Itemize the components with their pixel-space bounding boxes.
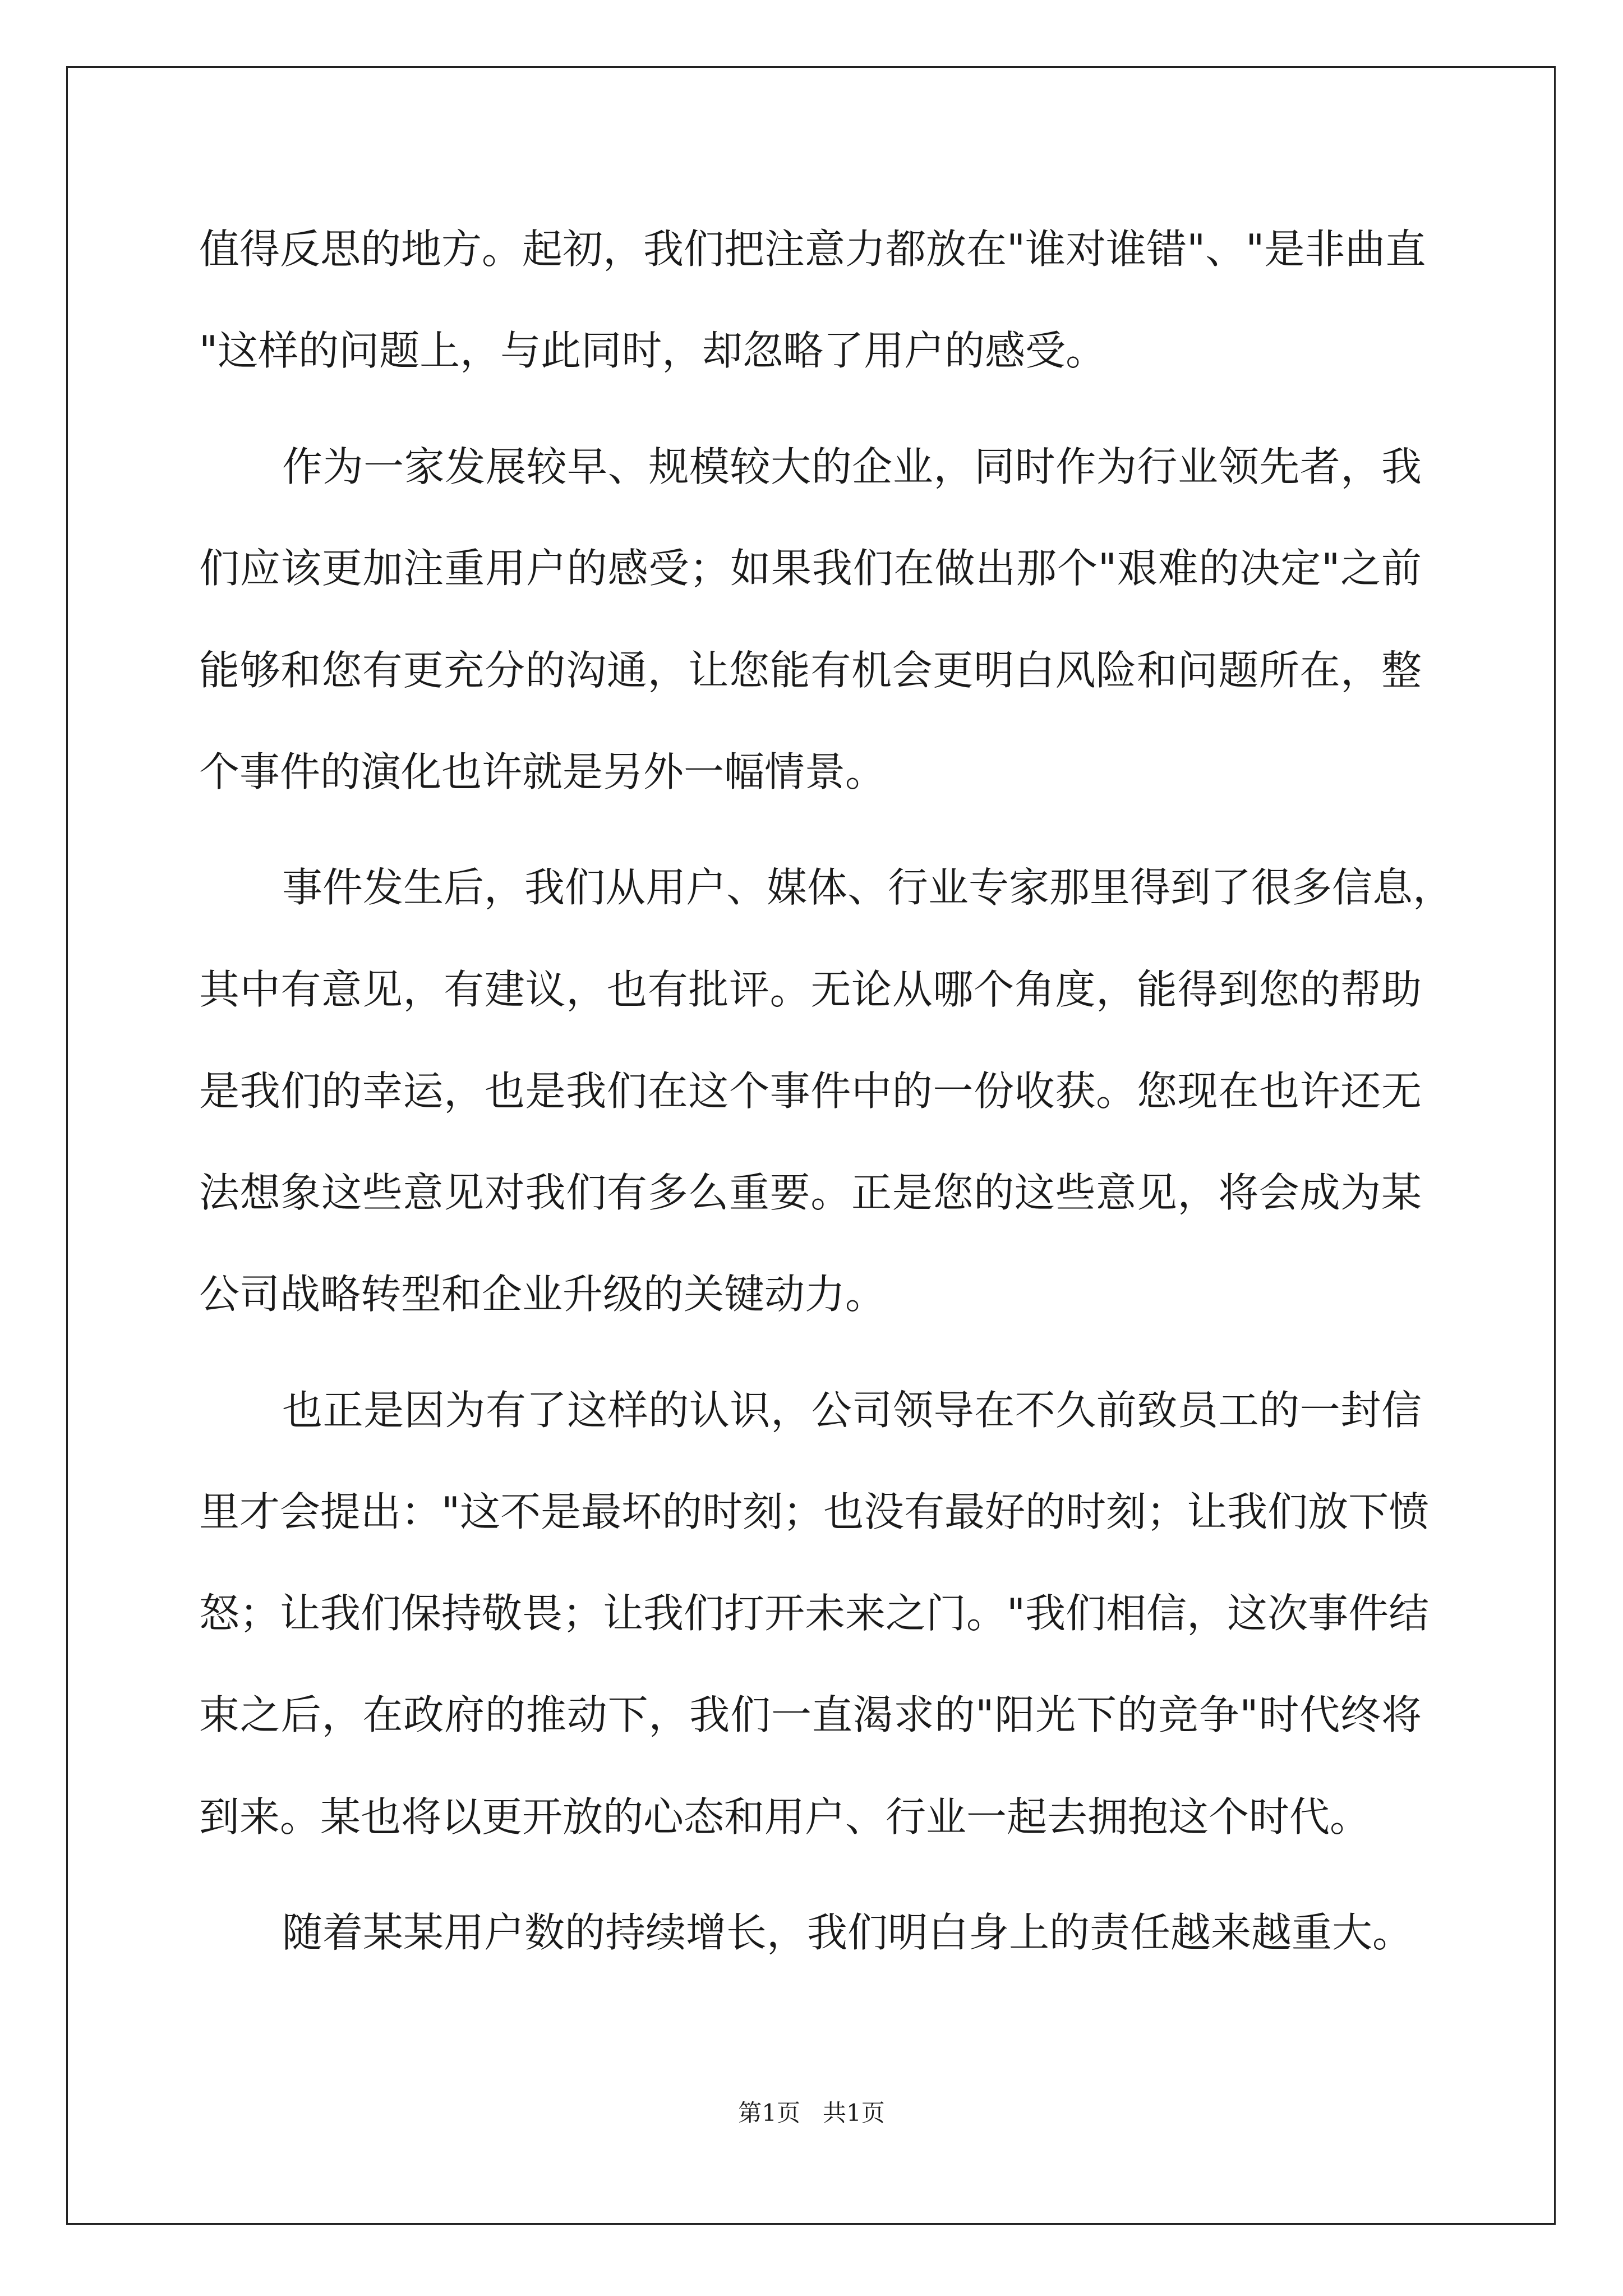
text-line: 也正是因为有了这样的认识，公司领导在不久前致员工的一封信 — [282, 1387, 1422, 1434]
text-line: 事件发生后，我们从用户、媒体、行业专家那里得到了很多信息， — [282, 864, 1454, 911]
text-line: 到来。某也将以更开放的心态和用户、行业一起去拥抱这个时代。 — [199, 1793, 1371, 1841]
text-line: 里才会提出："这不是最坏的时刻；也没有最好的时刻；让我们放下愤 — [199, 1488, 1430, 1535]
text-line: 是我们的幸运，也是我们在这个事件中的一份收获。您现在也许还无 — [199, 1068, 1422, 1115]
page-footer: 第1页 共1页 — [738, 2099, 885, 2127]
text-line: 个事件的演化也许就是另外一幅情景。 — [199, 748, 886, 795]
text-line: 作为一家发展较早、规模较大的企业，同时作为行业领先者，我 — [282, 443, 1422, 490]
text-line: 怒；让我们保持敬畏；让我们打开未来之门。"我们相信，这次事件结 — [199, 1590, 1430, 1637]
text-line: 值得反思的地方。起初，我们把注意力都放在"谁对谁错"、"是非曲直 — [199, 226, 1426, 273]
text-line: 其中有意见，有建议，也有批评。无论从哪个角度，能得到您的帮助 — [199, 966, 1422, 1013]
text-line: 法想象这些意见对我们有多么重要。正是您的这些意见，将会成为某 — [199, 1169, 1422, 1216]
text-line: 们应该更加注重用户的感受；如果我们在做出那个"艰难的决定"之前 — [199, 545, 1422, 592]
text-line: 随着某某用户数的持续增长，我们明白身上的责任越来越重大。 — [282, 1909, 1413, 1956]
text-line: 公司战略转型和企业升级的关键动力。 — [199, 1271, 886, 1318]
text-line: 束之后，在政府的推动下，我们一直渴求的"阳光下的竞争"时代终将 — [199, 1691, 1422, 1738]
page-border — [66, 66, 1556, 2225]
text-line: "这样的问题上，与此同时，却忽略了用户的感受。 — [199, 327, 1106, 374]
text-line: 能够和您有更充分的沟通，让您能有机会更明白风险和问题所在，整 — [199, 647, 1422, 694]
